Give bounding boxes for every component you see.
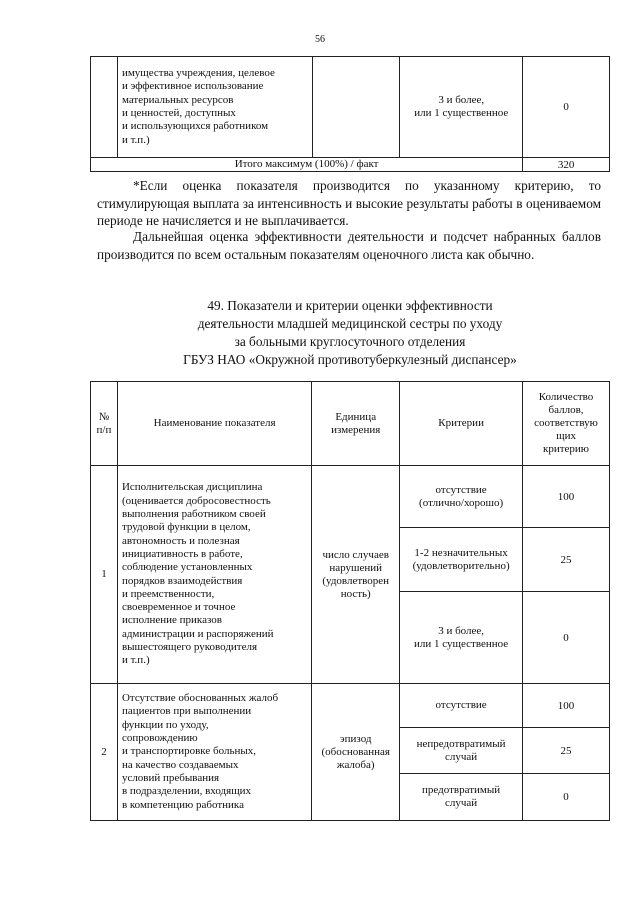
points-cell: 100 bbox=[523, 684, 610, 728]
criteria-table bbox=[90, 381, 610, 821]
page-number: 56 bbox=[315, 34, 325, 45]
table-row bbox=[91, 466, 610, 528]
indicator-cell: Отсутствие обоснованных жалоб пациентов при выполнении функции по уходу, сопровождению и транспортировке больных, на качество создаваемых условий пребывания в подразделении, входящих в компетенцию работника bbox=[117, 684, 311, 821]
table-header-row bbox=[91, 382, 610, 466]
criterion-cell: отсутствие (отлично/хорошо) bbox=[400, 466, 523, 528]
criterion-cell: 3 и более, или 1 существенное bbox=[400, 57, 523, 158]
points-cell: 0 bbox=[523, 592, 610, 684]
indicator-cell: имущества учреждения, целевое и эффективное использование материальных ресурсов и ценностей, доступных и использующихся работником и т.п.) bbox=[117, 57, 312, 158]
note-paragraph: Дальнейшая оценка эффективности деятельности и подсчет набранных баллов производится по всем остальным показателям оценочного листа как обычно. bbox=[97, 229, 601, 262]
criterion-cell: предотвратимый случай bbox=[400, 774, 523, 821]
points-cell: 25 bbox=[523, 528, 610, 592]
total-row bbox=[91, 158, 610, 172]
row-number: 1 bbox=[91, 466, 118, 684]
header-points: Количество баллов, соответствую щих критерию bbox=[523, 382, 610, 466]
criterion-cell: отсутствие bbox=[400, 684, 523, 728]
row-number: 2 bbox=[91, 684, 118, 821]
criterion-cell: непредотвратимый случай bbox=[400, 728, 523, 774]
header-num: № п/п bbox=[91, 382, 118, 466]
criterion-cell: 3 и более, или 1 существенное bbox=[400, 592, 523, 684]
points-cell: 0 bbox=[523, 774, 610, 821]
points-cell: 0 bbox=[523, 57, 610, 158]
header-unit: Единица измерения bbox=[312, 382, 400, 466]
unit-cell: число случаев нарушений (удовлетворен ность) bbox=[312, 466, 400, 684]
continued-table bbox=[90, 56, 610, 172]
indicator-cell: Исполнительская дисциплина (оценивается добросовестность выполнения работником своей трудовой функции в целом, автономность и полезная инициативность в работе, соблюдение установленных порядков взаимодействия и преемственности, своевременное и точное исполнение приказов администрации и распоряжений вышестоящего руководителя и т.п.) bbox=[117, 466, 311, 684]
unit-cell bbox=[312, 57, 400, 158]
table-row bbox=[91, 684, 610, 728]
section-heading: 49. Показатели и критерии оценки эффективности деятельности младшей медицинской сестры по уходу за больными круглосуточного отделения ГБУЗ НАО «Окружной противотуберкулезный диспансер» bbox=[183, 298, 517, 367]
total-label: Итого максимум (100%) / факт bbox=[91, 158, 523, 172]
points-cell: 25 bbox=[523, 728, 610, 774]
row-number-cell bbox=[91, 57, 118, 158]
total-value: 320 bbox=[523, 158, 610, 172]
header-indicator: Наименование показателя bbox=[117, 382, 311, 466]
criterion-cell: 1-2 незначительных (удовлетворительно) bbox=[400, 528, 523, 592]
table-row bbox=[91, 57, 610, 158]
header-criteria: Критерии bbox=[400, 382, 523, 466]
footnote-paragraph: *Если оценка показателя производится по указанному критерию, то стимулирующая выплата за интенсивность и высокие результаты работы в оцениваемом периоде не начисляется и не выплачивается. bbox=[97, 178, 601, 228]
unit-cell: эпизод (обоснованная жалоба) bbox=[312, 684, 400, 821]
points-cell: 100 bbox=[523, 466, 610, 528]
